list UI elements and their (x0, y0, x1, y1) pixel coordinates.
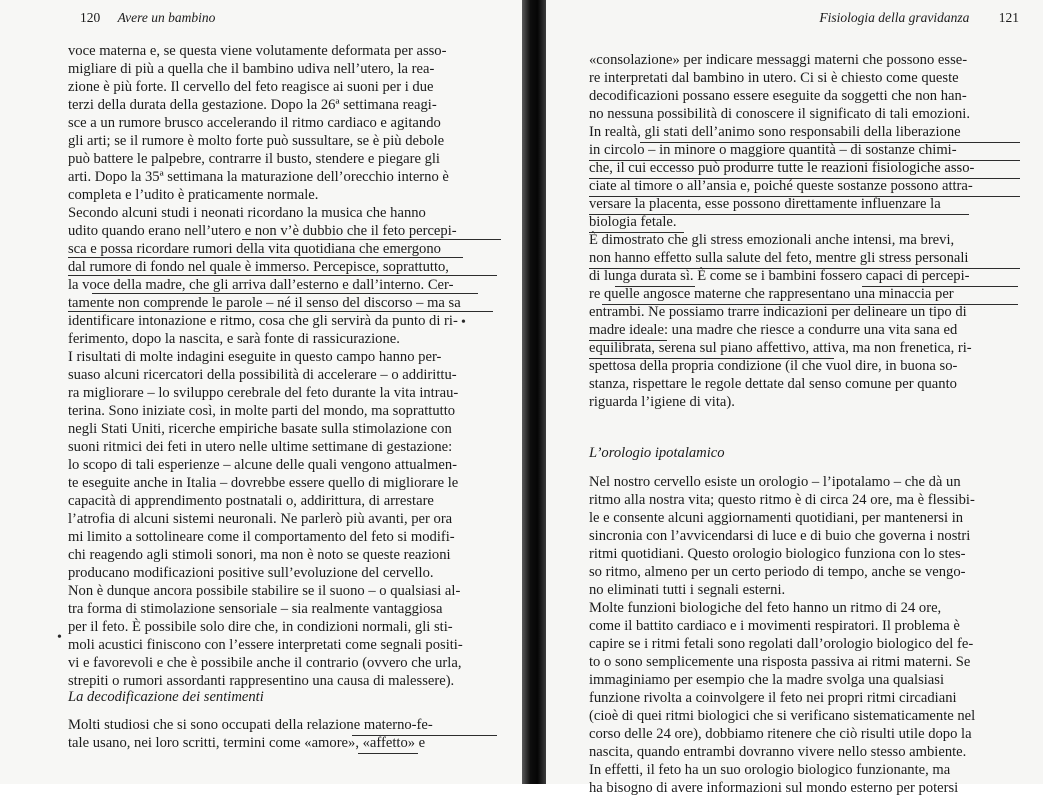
text-line: sca e possa ricordare rumori della vita quotidiana che emergono (68, 241, 441, 257)
pen-underline (640, 142, 1020, 143)
text-line: (cioè di quei ritmi biologici che si verificano sistematicamente nel (589, 708, 976, 724)
text-line: Non è dunque ancora possibile stabilire se il suono – o qualsiasi al- (68, 583, 461, 599)
left-running-head (80, 10, 215, 26)
text-line: nascita, quando entrambi dovranno vivere nello stesso ambiente. (589, 744, 967, 760)
text-line: può battere le palpebre, contrarre il busto, stendere e piegare gli (68, 151, 440, 167)
pen-underline (242, 239, 501, 240)
text-line: ferimento, dopo la nascita, e sarà fonte di rassicurazione. (68, 331, 400, 347)
text-line: tale usano, nei loro scritti, termini come «amore», «affetto» e (68, 735, 426, 751)
text-line: che, il cui eccesso può produrre tutte le reazioni fisiologiche asso- (589, 160, 975, 176)
text-line: ritmo alla nostra vita; questo ritmo è di circa 24 ore, ma è flessibi- (589, 492, 975, 508)
text-line: no eliminati tutti i segnali esterni. (589, 582, 786, 598)
text-line: moli acustici finiscono con l’essere interpretati come segnali positi- (68, 637, 463, 653)
text-line: Nel nostro cervello esiste un orologio – l’ipotalamo – che dà un (589, 474, 961, 490)
text-line: corso delle 24 ore), dobbiamo ritenere che ciò risulti utile dopo la (589, 726, 972, 742)
text-line: come il battito cardiaco e i movimenti respiratori. Il problema è (589, 618, 960, 634)
right-running-title: Fisiologia della gravidanza (819, 10, 970, 25)
pen-underline (589, 178, 1020, 179)
text-line: immaginiamo per esempio che la madre svolga una qualsiasi (589, 672, 945, 688)
pen-underline (589, 214, 969, 215)
text-line: terina. Sono iniziate così, in molte parti del mondo, ma soprattutto (68, 403, 456, 419)
text-line: dal rumore di fondo nel quale è immerso. Percepisce, soprattutto, (68, 259, 449, 275)
left-page-number: 120 (80, 10, 101, 25)
text-line: identificare intonazione e ritmo, cosa che gli servirà da punto di ri- (68, 313, 458, 329)
pen-underline (602, 304, 1018, 305)
text-line: decodificazioni possano essere eseguite da soggetti che non han- (589, 88, 967, 104)
text-line: Molte funzioni biologiche del feto hanno un ritmo di 24 ore, (589, 600, 942, 616)
text-line: re quelle angosce materne che rappresentano una minaccia per (589, 286, 954, 302)
text-line: È dimostrato che gli stress emozionali anche intensi, ma brevi, (589, 232, 955, 248)
text-line: vi e favorevoli e che è possibile anche il contrario (ovvero che urla, (68, 655, 462, 671)
pen-underline (589, 160, 1020, 161)
text-line: in circolo – in minore o maggiore quantità – di sostanze chimi- (589, 142, 957, 158)
left-running-title: Avere un bambino (117, 10, 216, 25)
text-line: voce materna e, se questa viene volutamente deformata per asso- (68, 43, 447, 59)
text-line: madre ideale: una madre che riesce a condurre una vita sana ed (589, 322, 958, 338)
pen-underline (589, 340, 667, 341)
text-line: udito quando erano nell’utero e non v’è dubbio che il feto percepi- (68, 223, 457, 239)
text-line: funzione rivolta a coinvolgere il feto nei propri ritmi circadiani (589, 690, 957, 706)
book-gutter (522, 0, 546, 784)
pen-underline (68, 275, 497, 276)
text-line: riguarda l’igiene di vita). (589, 394, 735, 410)
text-line: per il feto. È possibile solo dire che, in condizioni normali, gli sti- (68, 619, 453, 635)
text-line: tra forma di stimolazione sensoriale – sia realmente vantaggiosa (68, 601, 443, 617)
text-line: I risultati di molte indagini eseguite in questo campo hanno per- (68, 349, 442, 365)
text-line: sincronia con l’avvicendarsi di luce e di buio che governa i nostri (589, 528, 971, 544)
pen-underline (68, 257, 463, 258)
pen-underline (862, 286, 1018, 287)
text-line: mi limito a sottolineare come il comportamento del feto si modifi- (68, 529, 455, 545)
text-line: strepiti o rumori assordanti rappresentino una causa di malessere). (68, 673, 455, 689)
text-line: tamente non comprende le parole – né il senso del discorso – ma sa (68, 295, 461, 311)
text-line: sce a un rumore brusco accelerando il ritmo cardiaco e agitando (68, 115, 441, 131)
pen-underline (92, 293, 478, 294)
right-page-number: 121 (998, 10, 1019, 25)
text-line: Molti studiosi che si sono occupati della relazione materno-fe- (68, 717, 433, 733)
text-line: re interpretati dal bambino in utero. Ci si è chiesto come queste (589, 70, 959, 86)
pen-underline (589, 232, 684, 233)
text-line: ra migliorare – lo sviluppo cerebrale del feto durante la vita intrau- (68, 385, 459, 401)
pen-underline (615, 286, 695, 287)
text-line: capire se i ritmi fetali sono regolati dall’orologio biologico del fe- (589, 636, 974, 652)
pen-underline (589, 268, 1020, 269)
right-running-head (819, 10, 1019, 26)
text-line: gli arti; se il rumore è molto forte può sussultare, se è più debole (68, 133, 445, 149)
text-line: te eseguite anche in Italia – dovrebbe essere quello di migliorare le (68, 475, 459, 491)
text-line: no nessuna possibilità di conoscere il significato di tali emozioni. (589, 106, 970, 122)
text-line: zione è più forte. Il cervello del feto reagisce ai suoni per i due (68, 79, 434, 95)
text-line: le e consente alcuni aggiornamenti quotidiani, per mantenersi in (589, 510, 964, 526)
pen-underline (358, 753, 418, 754)
text-line: entrambi. Ne possiamo trarre indicazioni per delineare un tipo di (589, 304, 967, 320)
text-line: completa e l’udito è praticamente normale. (68, 187, 319, 203)
text-line: producano modificazioni positive sull’evoluzione del cervello. (68, 565, 434, 581)
text-line: arti. Dopo la 35ª settimana la maturazione dell’orecchio interno è (68, 169, 449, 185)
text-line: suaso alcuni ricercatori della possibilità di accelerare – o addirittu- (68, 367, 457, 383)
text-line: l’atrofia di alcuni sistemi neuronali. Ne parlerò più avanti, per ora (68, 511, 453, 527)
text-line: la voce della madre, che gli arriva dall’esterno e dall’interno. Cer- (68, 277, 454, 293)
pen-dot-mark: • (57, 630, 62, 645)
text-line: In realtà, gli stati dell’animo sono responsabili della liberazione (589, 124, 961, 140)
text-line: di lunga durata sì. È come se i bambini fossero capaci di percepi- (589, 268, 970, 284)
pen-dot-mark: • (461, 315, 466, 330)
text-line: migliare di più a quella che il bambino udiva nell’utero, la rea- (68, 61, 435, 77)
text-line: «consolazione» per indicare messaggi materni che possono esse- (589, 52, 968, 68)
pen-underline (589, 358, 834, 359)
left-section-heading: La decodificazione dei sentimenti (68, 689, 264, 705)
text-line: versare la placenta, esse possono direttamente influenzare la (589, 196, 941, 212)
right-section-heading: L’orologio ipotalamico (589, 445, 725, 461)
text-line: so ritmo, almeno per un certo periodo di tempo, anche se vengo- (589, 564, 966, 580)
text-line: capacità di apprendimento postnatali o, addirittura, di arrestare (68, 493, 434, 509)
text-line: lo scopo di tali esperienze – alcune delle quali vengono attualmen- (68, 457, 458, 473)
text-line: equilibrata, serena sul piano affettivo, attiva, ma non frenetica, ri- (589, 340, 972, 356)
text-line: biologia fetale. (589, 214, 677, 230)
text-line: Secondo alcuni studi i neonati ricordano la musica che hanno (68, 205, 426, 221)
pen-underline (68, 311, 493, 312)
text-line: non hanno effetto sulla salute del feto, mentre gli stress personali (589, 250, 969, 266)
pen-underline (352, 735, 497, 736)
text-line: negli Stati Uniti, ricerche empiriche basate sulla stimolazione con (68, 421, 452, 437)
text-line: In effetti, il feto ha un suo orologio biologico funzionante, ma (589, 762, 951, 778)
pen-underline (589, 196, 1020, 197)
text-line: ritmi quotidiani. Questo orologio biologico funziona con lo stes- (589, 546, 966, 562)
text-line: chi reagendo agli stimoli sonori, ma non è noto se queste reazioni (68, 547, 451, 563)
text-line: spettosa della propria condizione (il che vuol dire, in buona so- (589, 358, 958, 374)
text-line: stanza, rispettare le regole dettate dal senso comune per quanto (589, 376, 957, 392)
text-line: terzi della durata della gestazione. Dopo la 26ª settimana reagi- (68, 97, 437, 113)
text-line: ciate al timore o all’ansia e, poiché queste sostanze possono attra- (589, 178, 973, 194)
text-line: ha bisogno di avere informazioni sul mondo esterno per potersi (589, 780, 959, 796)
text-line: suoni ritmici dei feti in utero nelle ultime settimane di gestazione: (68, 439, 453, 455)
text-line: to o sono semplicemente una risposta passiva ai ritmi materni. Se (589, 654, 971, 670)
